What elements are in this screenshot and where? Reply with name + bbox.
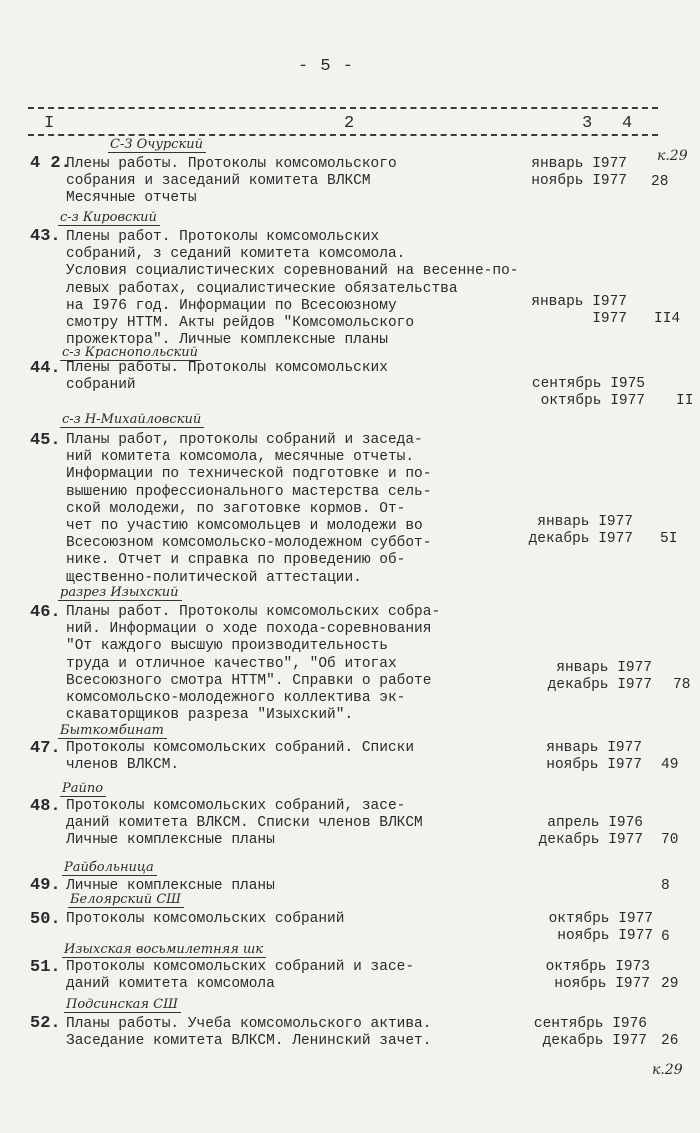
org-annotation: Райбольница <box>62 860 157 876</box>
item-dates: октябрь I973 ноябрь I977 <box>545 959 650 993</box>
header-col-2: 2 <box>344 114 355 133</box>
org-annotation: С-З Очурский <box>108 137 206 153</box>
org-annotation: Изыхская восьмилетняя шк <box>62 942 266 958</box>
org-annotation: Подсинская СШ <box>64 997 181 1013</box>
item-description: Протоколы комсомольских собраний, засе- даний комитета ВЛКСМ. Списки членов ВЛКСМ Личные комплексные планы <box>66 798 423 849</box>
header-col-3: 3 <box>582 114 593 133</box>
item-count: 49 <box>661 757 679 773</box>
item-number: 4 2. <box>30 154 71 173</box>
item-description: Плены работы. Протоколы комсомольского собрания и заседаний комитета ВЛКСМ Месячные отчеты <box>66 156 397 207</box>
item-number: 51. <box>30 958 61 977</box>
item-count: 8 <box>661 878 670 894</box>
item-number: 44. <box>30 359 61 378</box>
item-description: Личные комплексные планы <box>66 878 275 894</box>
header-divider-top <box>28 107 658 109</box>
org-annotation: с-з Н-Михайловский <box>60 412 204 428</box>
item-dates: январь I977 декабрь I977 <box>547 660 652 694</box>
item-count: 5I <box>660 531 678 547</box>
page-number: - 5 - <box>298 57 355 76</box>
item-dates: октябрь I977 ноябрь I977 <box>548 911 653 945</box>
item-dates: сентябрь I976 декабрь I977 <box>533 1016 647 1050</box>
org-annotation: разрез Изыхский <box>58 585 182 601</box>
item-number: 43. <box>30 227 61 246</box>
item-dates: сентябрь I975 октябрь I977 <box>531 376 645 410</box>
item-number: 48. <box>30 797 61 816</box>
org-annotation: с-з Кировский <box>58 210 160 226</box>
item-description: Протоколы комсомольских собраний и засе- даний комитета комсомола <box>66 959 415 993</box>
box-mark-top: к.29 <box>657 148 688 164</box>
item-description: Планы работы. Учеба комсомольского актива. Заседание комитета ВЛКСМ. Ленинский зачет. <box>66 1016 432 1050</box>
header-col-1: I <box>44 114 55 133</box>
org-annotation: Райпо <box>60 781 106 797</box>
item-number: 52. <box>30 1014 61 1033</box>
item-count: 6 <box>661 929 670 945</box>
item-dates: апрель I976 декабрь I977 <box>538 815 643 849</box>
box-mark-bottom: к.29 <box>652 1062 683 1078</box>
header-col-4: 4 <box>622 114 633 133</box>
item-dates: январь I977 декабрь I977 <box>528 514 633 548</box>
item-number: 45. <box>30 431 61 450</box>
org-annotation: Быткомбинат <box>58 723 167 739</box>
item-description: Плены работ. Протоколы комсомольских собраний, з седаний комитета комсомола. Условия социалистических соревнований на весенне-по- левых работах, социалистические обязательства на I976 год. Информации по Всесоюзному смотру НТТМ. Акты рейдов "Комсомольского прожектора". Личные комплексные планы <box>66 229 519 349</box>
item-count: 26 <box>661 1033 679 1049</box>
item-description: Протоколы комсомольских собраний. Списки членов ВЛКСМ. <box>66 740 415 774</box>
item-dates: январь I977 I977 <box>531 294 627 328</box>
item-count: II4 <box>654 311 681 327</box>
item-number: 46. <box>30 603 61 622</box>
item-description: Планы работ, протоколы собраний и заседа- ний комитета комсомола, месячные отчеты. Информации по технической подготовке и по- вышению профессионального мастерства сель- ской молодежи, по заготовке кормов. От- чет по участию комсомольцев и молодежи во Всесоюзном комсомольско-молодежном суббот- нике. Отчет и справка по проведению об- щественно-политической аттестации. <box>66 432 432 586</box>
item-description: Плены работы. Протоколы комсомольских собраний <box>66 360 388 394</box>
item-dates: январь I977 ноябрь I977 <box>531 156 627 190</box>
item-dates: январь I977 ноябрь I977 <box>546 740 642 774</box>
item-count: II <box>676 393 694 409</box>
item-count: 28 <box>651 174 669 190</box>
item-description: Планы работ. Протоколы комсомольских собра- ний. Информации о ходе похода-соревнования "От каждого высшую производительность труда и отличное качество", "Об итогах Всесоюзного смотра НТТМ". Справки о работе комсомольско-молодежного коллектива эк- скаваторщиков разреза "Изыхский". <box>66 604 441 724</box>
item-count: 70 <box>661 832 679 848</box>
item-number: 47. <box>30 739 61 758</box>
org-annotation: с-з Краснопольский <box>60 345 201 361</box>
item-number: 49. <box>30 876 61 895</box>
item-description: Протоколы комсомольских собраний <box>66 911 345 927</box>
org-annotation: Белоярский СШ <box>68 892 184 908</box>
item-count: 29 <box>661 976 679 992</box>
item-count: 78 <box>673 677 691 693</box>
header-divider-bottom <box>28 134 658 136</box>
item-number: 50. <box>30 910 61 929</box>
